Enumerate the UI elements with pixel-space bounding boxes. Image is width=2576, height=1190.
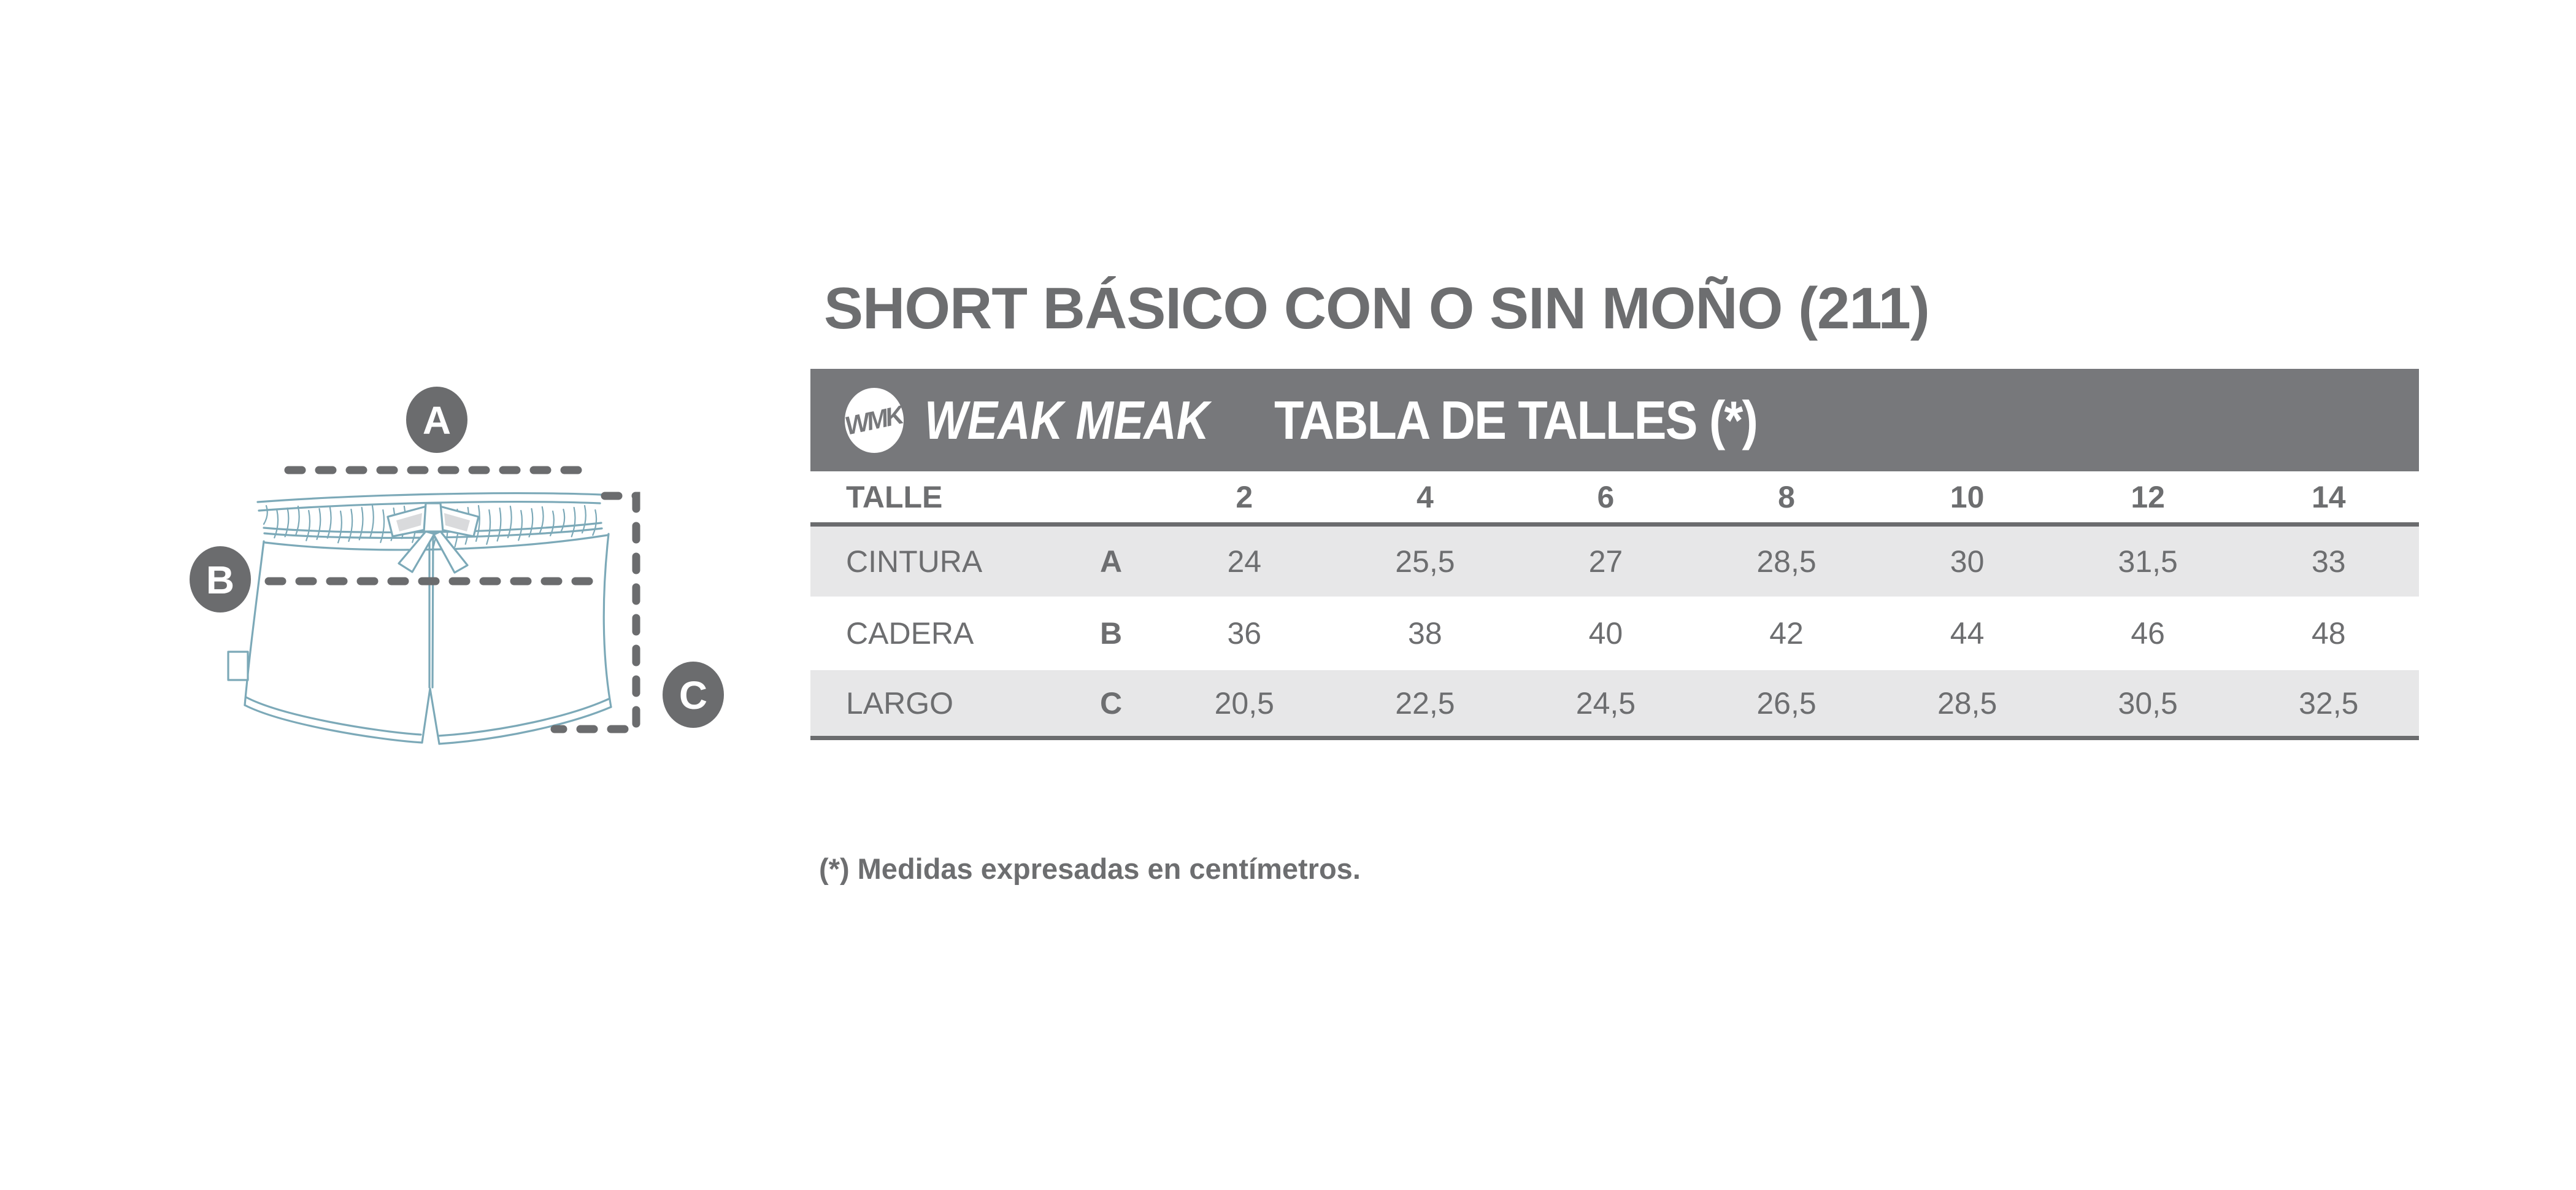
table-row-cintura bbox=[810, 527, 2419, 597]
measurement-label: CADERA bbox=[846, 616, 974, 651]
garment-diagram bbox=[172, 381, 779, 786]
product-title: SHORT BÁSICO CON O SIN MOÑO (211) bbox=[824, 276, 1929, 341]
right-outer-seam bbox=[604, 534, 611, 707]
size-header-cell: 2 bbox=[1236, 479, 1253, 514]
measurement-value: 28,5 bbox=[1937, 686, 1997, 721]
crotch-notch bbox=[422, 689, 439, 744]
table-row-largo bbox=[810, 670, 2419, 740]
measurement-value: 40 bbox=[1588, 616, 1623, 651]
size-header-cell: 12 bbox=[2131, 479, 2165, 514]
marker-a-label: A bbox=[422, 398, 452, 442]
footnote: (*) Medidas expresadas en centímetros. bbox=[819, 852, 1361, 885]
measurement-letter: A bbox=[1099, 544, 1123, 579]
waistband-top-edge bbox=[258, 493, 601, 502]
measurement-value: 32,5 bbox=[2299, 686, 2359, 721]
measurement-value: 42 bbox=[1769, 616, 1804, 651]
measurement-value: 24,5 bbox=[1575, 686, 1636, 721]
size-corner-label: TALLE bbox=[846, 479, 943, 514]
size-header-cell: 8 bbox=[1778, 479, 1795, 514]
measurement-value: 30 bbox=[1950, 544, 1985, 579]
table-row-cadera bbox=[810, 597, 2419, 670]
measurement-value: 22,5 bbox=[1395, 686, 1455, 721]
measurement-value: 27 bbox=[1588, 544, 1623, 579]
size-header-cell: 10 bbox=[1950, 479, 1985, 514]
bow-knot bbox=[424, 503, 443, 531]
measurement-value: 46 bbox=[2131, 616, 2165, 651]
measurement-value: 30,5 bbox=[2118, 686, 2178, 721]
measurement-value: 31,5 bbox=[2118, 544, 2178, 579]
table-header-title: TABLA DE TALLES (*) bbox=[1274, 389, 1758, 450]
size-header-cell: 14 bbox=[2311, 479, 2346, 514]
size-header-cell: 6 bbox=[1597, 479, 1615, 514]
measurement-value: 25,5 bbox=[1395, 544, 1455, 579]
brand-logo bbox=[842, 388, 904, 453]
side-tag bbox=[228, 652, 248, 680]
measurement-value: 28,5 bbox=[1756, 544, 1817, 579]
size-header-cell: 4 bbox=[1416, 479, 1434, 514]
measurement-value: 26,5 bbox=[1756, 686, 1817, 721]
measurement-value: 38 bbox=[1408, 616, 1442, 651]
shorts-svg bbox=[172, 381, 779, 786]
size-table bbox=[810, 369, 2419, 740]
center-cord bbox=[429, 531, 433, 687]
marker-c-label: C bbox=[679, 673, 708, 717]
measurement-label: LARGO bbox=[846, 686, 954, 721]
brand-name: WEAK MEAK bbox=[925, 389, 1210, 450]
left-hem bbox=[245, 705, 422, 743]
measurement-label: CINTURA bbox=[846, 544, 983, 579]
measurement-value: 24 bbox=[1227, 544, 1262, 579]
measurement-value: 20,5 bbox=[1214, 686, 1274, 721]
size-header-row bbox=[810, 471, 2419, 527]
measurement-value: 44 bbox=[1950, 616, 1985, 651]
measurement-letter: C bbox=[1099, 686, 1123, 721]
measurement-value: 33 bbox=[2311, 544, 2346, 579]
table-header-bar bbox=[810, 369, 2419, 471]
marker-b-label: B bbox=[206, 558, 235, 602]
measurement-value: 36 bbox=[1227, 616, 1262, 651]
measurement-letter: B bbox=[1099, 616, 1123, 651]
brand-logo-monogram: WMK bbox=[842, 400, 904, 441]
measurement-value: 48 bbox=[2311, 616, 2346, 651]
